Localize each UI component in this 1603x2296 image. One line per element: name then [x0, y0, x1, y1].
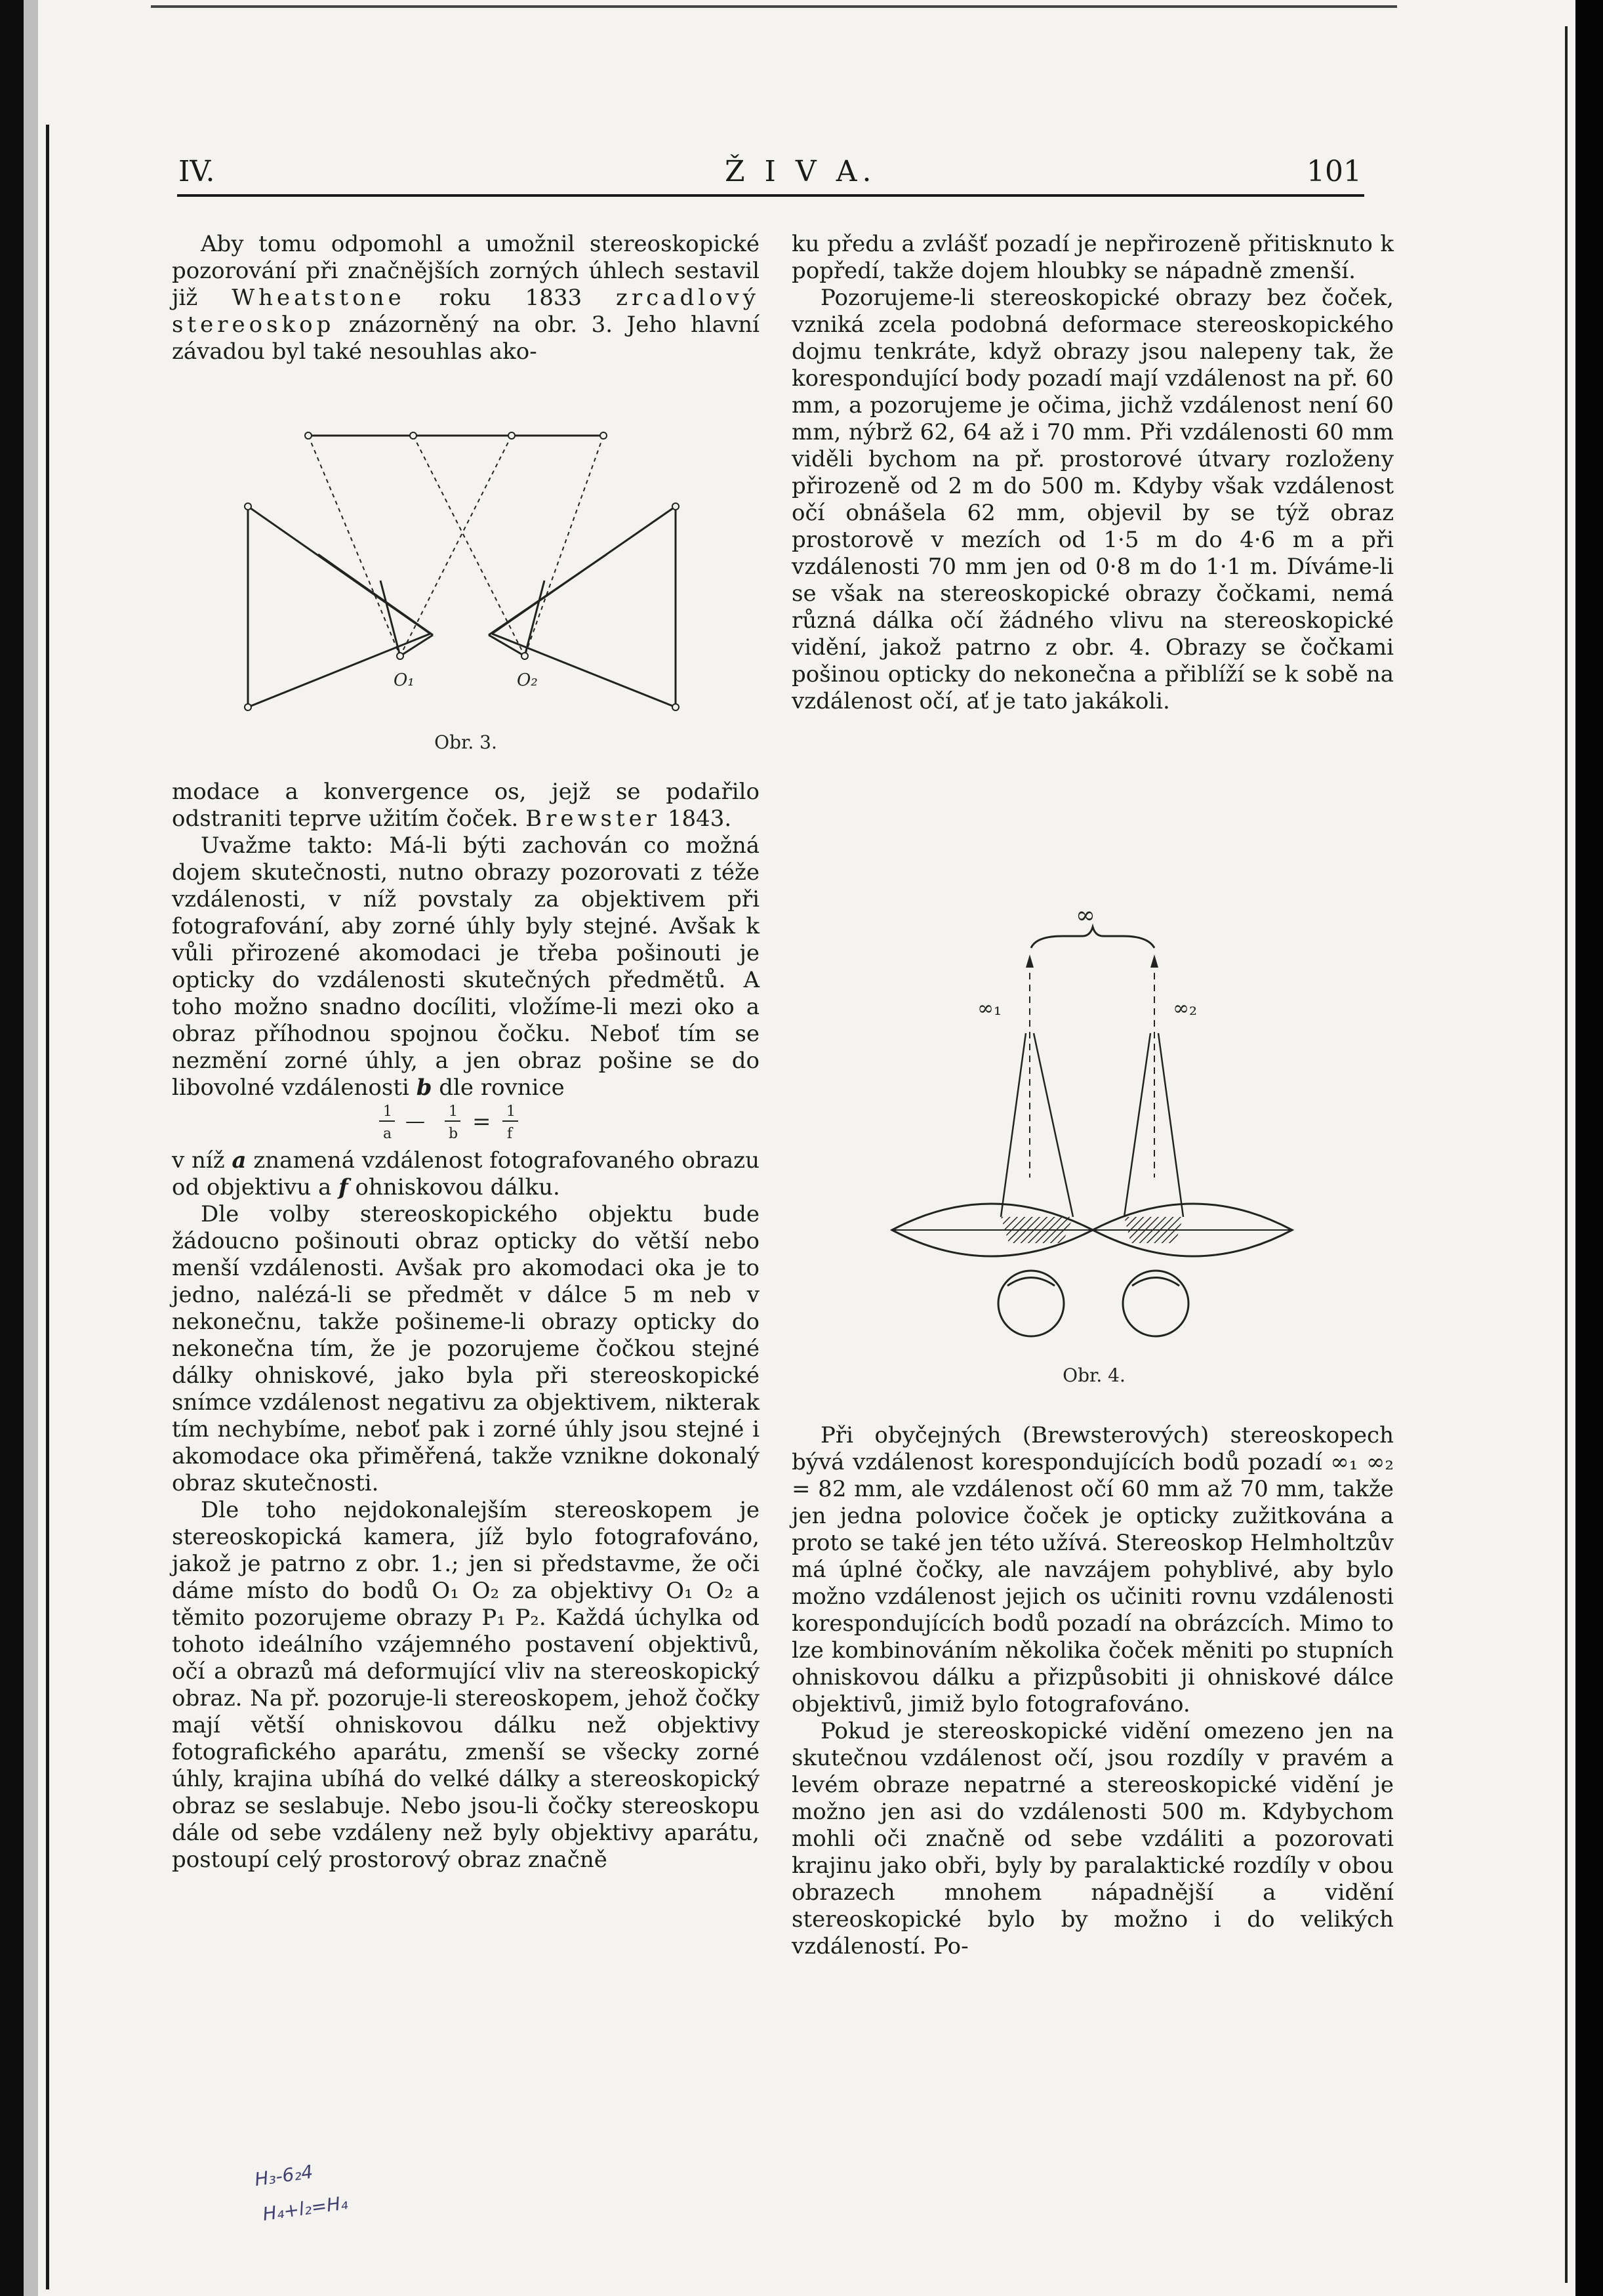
- label-infinity-2: ∞₂: [1173, 997, 1198, 1020]
- svg-text:1: 1: [449, 1103, 458, 1120]
- right-column-lower: [792, 1422, 1394, 1960]
- paragraph-where: v níž a znamená vzdálenost fotografovaného obrazu od objektivu a f ohniskovou dálku.: [172, 1147, 760, 1200]
- label-o2: O₂: [517, 670, 538, 690]
- scan-right-line: [1565, 26, 1568, 2283]
- left-column-lower: [172, 779, 760, 1874]
- svg-text:—: —: [405, 1110, 425, 1133]
- paragraph-choice: Dle volby stereoskopického objektu bude žádoucno pošinouti obraz opticky do větší nebo menší vzdálenosti. Avšak pro akomodaci oka je to jedno, nalézá-li se předmět v dálce 5 m neb v nekonečnu, takže pošineme-li obrazy opticky do nekonečna tím, že je pozorujeme čočkou stejné dálky ohniskové, jako byla při stereoskopické snímce vzdálenost negativu za objektivem, nikterak tím nechybíme, neboť pak i zorné úhly jsou stejné i akomodace oka přiměřená, takže vznikne dokonalý obraz skutečnosti.: [172, 1201, 760, 1496]
- handwritten-note-1: H₃-6₂4: [253, 2160, 315, 2191]
- left-column-top: [172, 231, 760, 365]
- paragraph-consider: Uvažme takto: Má-li býti zachován co možná dojem skutečnosti, nutno obrazy pozorovati z téže vzdálenosti, v níž povstaly za objektivem při fotografování, aby zorné úhly byly stejné. Avšak k vůli přirozené akomodaci je třeba pošinouti je opticky do vzdálenosti skutečných předmětů. A toho možno snadno docíliti, vložíme-li mezi oko a obraz příhodnou spojnou čočku. Neboť tím se nezmění zorné úhly, a jen obraz pošine se do libovolné vzdálenosti b dle rovnice: [172, 832, 760, 1101]
- paragraph-continuation: ku předu a zvlášť pozadí je nepřirozeně přitisknuto k popředí, takže dojem hloubky se nápadně zmenší.: [792, 231, 1394, 284]
- scan-right-edge: [1575, 0, 1603, 2296]
- svg-text:1: 1: [383, 1103, 392, 1120]
- term-mirror-stereoscope: zrcadlový stereoskop: [172, 285, 760, 338]
- handwritten-note-2: H₄+l₂=H₄: [261, 2192, 350, 2225]
- label-o1: O₁: [394, 670, 415, 690]
- figure-3-caption: Obr. 3.: [434, 731, 497, 753]
- svg-text:1: 1: [506, 1103, 516, 1120]
- name-wheatstone: Wheatstone: [232, 285, 405, 311]
- journal-title: Ž I V A.: [725, 155, 877, 188]
- right-column-top: [792, 231, 1394, 715]
- paragraph-brewster-stereoscopes: Při obyčejných (Brewsterových) stereoskopech bývá vzdálenost korespondujících bodů pozadí ∞₁ ∞₂ = 82 mm, ale vzdálenost očí 60 mm až 70 mm, takže jen jedna polovice čoček je opticky zužitkována a proto se také jen této užívá. Stereoskop Helmholtzův má úplné čočky, ale navzájem pohyblivé, aby bylo možno vzdálenost jejich os učiniti rovnu vzdálenosti korespondujících bodů pozadí na obrázcích. Mimo to lze kombinováním několika čoček měniti po stupních ohniskovou dálku a přizpůsobiti ji ohniskové dálce objektivů, jimiž bylo fotografováno.: [792, 1422, 1394, 1717]
- svg-text:b: b: [449, 1126, 458, 1142]
- paragraph-brewster: modace a konvergence os, jejž se podařilo odstraniti teprve užitím čoček. Brewster 1843.: [172, 779, 760, 832]
- page-number: 101: [1307, 155, 1362, 188]
- scan-top-mark: [151, 5, 1397, 8]
- figure-4-lens-stereoscope: [879, 902, 1299, 1355]
- lens-equation: [172, 1101, 760, 1147]
- svg-text:a: a: [383, 1126, 392, 1142]
- scan-left-margin: [24, 0, 38, 2296]
- svg-text:=: =: [472, 1109, 491, 1135]
- paragraph-limited-vision: Pokud je stereoskopické vidění omezeno jen na skutečnou vzdálenost očí, jsou rozdíly v pravém a levém obraze nepatrné a stereoskopické vidění je možno jen asi do vzdálenosti 500 m. Kdybychom mohli oči značně od sebe vzdáliti a pozorovati krajinu jako obři, byly by paralaktické rozdíly v obou obrazech mnohem nápadnější a vidění stereoskopické bylo by možno i do velikých vzdáleností. Po-: [792, 1718, 1394, 1959]
- figure-3-mirror-stereoscope: [236, 420, 695, 728]
- running-header: [177, 152, 1364, 197]
- paragraph-wheatstone: Aby tomu odpomohl a umožnil stereoskopické pozorování při značnějších zorných úhlech sestavil již Wheatstone roku 1833 zrcadlový stereoskop znázorněný na obr. 3. Jeho hlavní závadou byl také nesouhlas ako-: [172, 231, 760, 365]
- figure-4-caption: Obr. 4.: [1063, 1364, 1126, 1386]
- label-infinity-1: ∞₁: [977, 997, 1002, 1020]
- name-brewster: Brewster: [525, 806, 661, 832]
- label-infinity: ∞: [1076, 902, 1095, 929]
- paragraph-without-lenses: Pozorujeme-li stereoskopické obrazy bez čoček, vzniká zcela podobná deformace stereoskopického dojmu tenkráte, když obrazy jsou nalepeny tak, že korespondující body pozadí mají vzdálenost na př. 60 mm, a pozorujeme je očima, jichž vzdálenost není 60 mm, nýbrž 62, 64 až i 70 mm. Při vzdálenosti 60 mm viděli bychom na př. prostorové útvary rozloženy přirozeně od 2 m do 500 m. Kdyby však vzdálenost očí obnášela 62 mm, objevil by se týž obraz prostorově v mezích od 1·5 m do 4·6 m a při vzdálenosti 70 mm jen od 0·8 m do 1·1 m. Díváme-li se však na stereoskopické obrazy čočkami, nemá různá dálka očí žádného vlivu na stereoskopické vidění, jakož patrno z obr. 4. Obrazy se čočkami pošinou opticky do nekonečna a přiblíží se k sobě na vzdálenost očí, ať je tato jakákoli.: [792, 285, 1394, 714]
- scan-binding-line: [46, 125, 49, 2289]
- svg-text:f: f: [507, 1126, 513, 1142]
- volume-number: IV.: [178, 155, 215, 188]
- paragraph-best-stereoscope: Dle toho nejdokonalejším stereoskopem je stereoskopická kamera, jíž bylo fotografováno, jakož je patrno z obr. 1.; jen si představme, že oči dáme místo do bodů O₁ O₂ za objektivy O₁ O₂ a těmito pozorujeme obrazy P₁ P₂. Každá úchylka od tohoto ideálního vzájemného postavení objektivů, očí a obrazů má deformující vliv na stereoskopický obraz. Na př. pozoruje-li stereoskopem, jehož čočky mají větší ohniskovou dálku než objektivy fotografického aparátu, zmenší se všecky zorné úhly, krajina ubíhá do velké dálky a stereoskopický obraz se seslabuje. Nebo jsou-li čočky stereoskopu dále od sebe vzdáleny než byly objektivy aparátu, postoupí celý prostorový obraz značně: [172, 1497, 760, 1873]
